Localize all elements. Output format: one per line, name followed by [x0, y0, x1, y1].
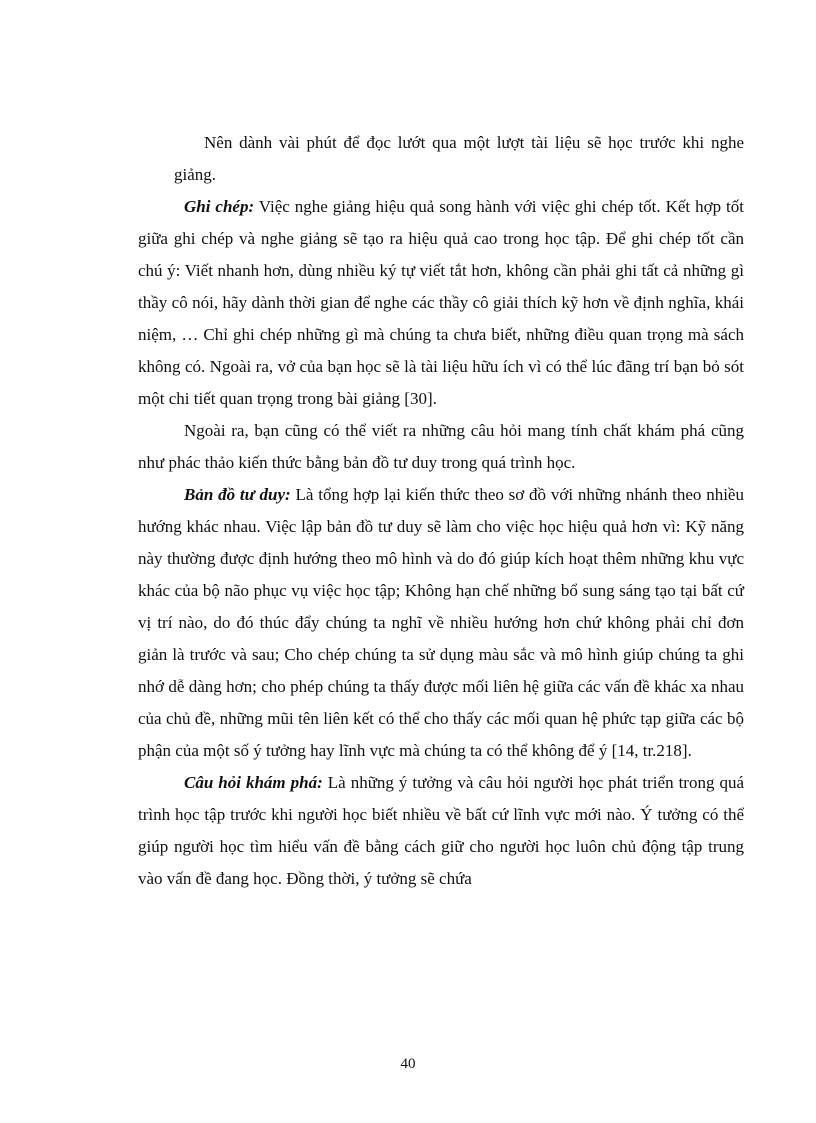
paragraph-text: Là tổng hợp lại kiến thức theo sơ đồ với những nhánh theo nhiều hướng khác nhau. Việc lập bản đồ tư duy sẽ làm cho việc học hiệu quả hơn vì: Kỹ năng này thường được định hướng theo mô hình và do đó giúp kích hoạt thêm những khu vực khác của bộ não phục vụ việc học tập; Không hạn chế những bổ sung sáng tạo tại bất cứ vị trí nào, do đó thúc đẩy chúng ta nghĩ về nhiều hướng hơn chứ không phải chỉ đơn giản là trước và sau; Cho chép chúng ta sử dụng màu sắc và mô hình giúp chúng ta ghi nhớ dễ dàng hơn; cho phép chúng ta thấy được mối liên hệ giữa các vấn đề khác xa nhau của chủ đề, những mũi tên liên kết có thể cho thấy các mối quan hệ phức tạp giữa các bộ phận của một số ý tưởng hay lĩnh vực mà chúng ta có thể không để ý [14, tr.218]. — [138, 485, 744, 760]
paragraph-text: Ngoài ra, bạn cũng có thể viết ra những câu hỏi mang tính chất khám phá cũng như phác thảo kiến thức bằng bản đồ tư duy trong quá trình học. — [138, 421, 744, 472]
paragraph-text: Nên dành vài phút để đọc lướt qua một lượt tài liệu sẽ học trước khi nghe giảng. — [174, 133, 744, 184]
paragraph-text: Việc nghe giảng hiệu quả song hành với việc ghi chép tốt. Kết hợp tốt giữa ghi chép và nghe giảng sẽ tạo ra hiệu quả cao trong học tập. Để ghi chép tốt cần chú ý: Viết nhanh hơn, dùng nhiều ký tự viết tắt hơn, không cần phải ghi tất cả những gì thầy cô nói, hãy dành thời gian để nghe các thầy cô giải thích kỹ hơn về định nghĩa, khái niệm, … Chỉ ghi chép những gì mà chúng ta chưa biết, những điều quan trọng mà sách không có. Ngoài ra, vở của bạn học sẽ là tài liệu hữu ích vì có thể lúc đãng trí bạn bỏ sót một chi tiết quan trọng trong bài giảng [30]. — [138, 197, 744, 408]
paragraph-cau-hoi-kham-pha — [138, 767, 744, 895]
term-cau-hoi-kham-pha: Câu hỏi khám phá: — [184, 773, 323, 792]
term-ban-do-tu-duy: Bản đồ tư duy: — [184, 485, 291, 504]
term-ghi-chep: Ghi chép: — [184, 197, 255, 216]
paragraph-ghi-chep — [138, 191, 744, 415]
document-body — [138, 127, 744, 895]
paragraph-ban-do-tu-duy — [138, 479, 744, 767]
paragraph-ngoai-ra — [138, 415, 744, 479]
paragraph-text: Là những ý tưởng và câu hỏi người học phát triển trong quá trình học tập trước khi người học biết nhiều về bất cứ lĩnh vực mới nào. Ý tưởng có thể giúp người học tìm hiểu vấn đề bằng cách giữ cho người học luôn chủ động tập trung vào vấn đề đang học. Đồng thời, ý tưởng sẽ chứa — [138, 773, 744, 888]
paragraph-reading-tip — [138, 127, 744, 191]
page-number: 40 — [400, 1056, 416, 1072]
